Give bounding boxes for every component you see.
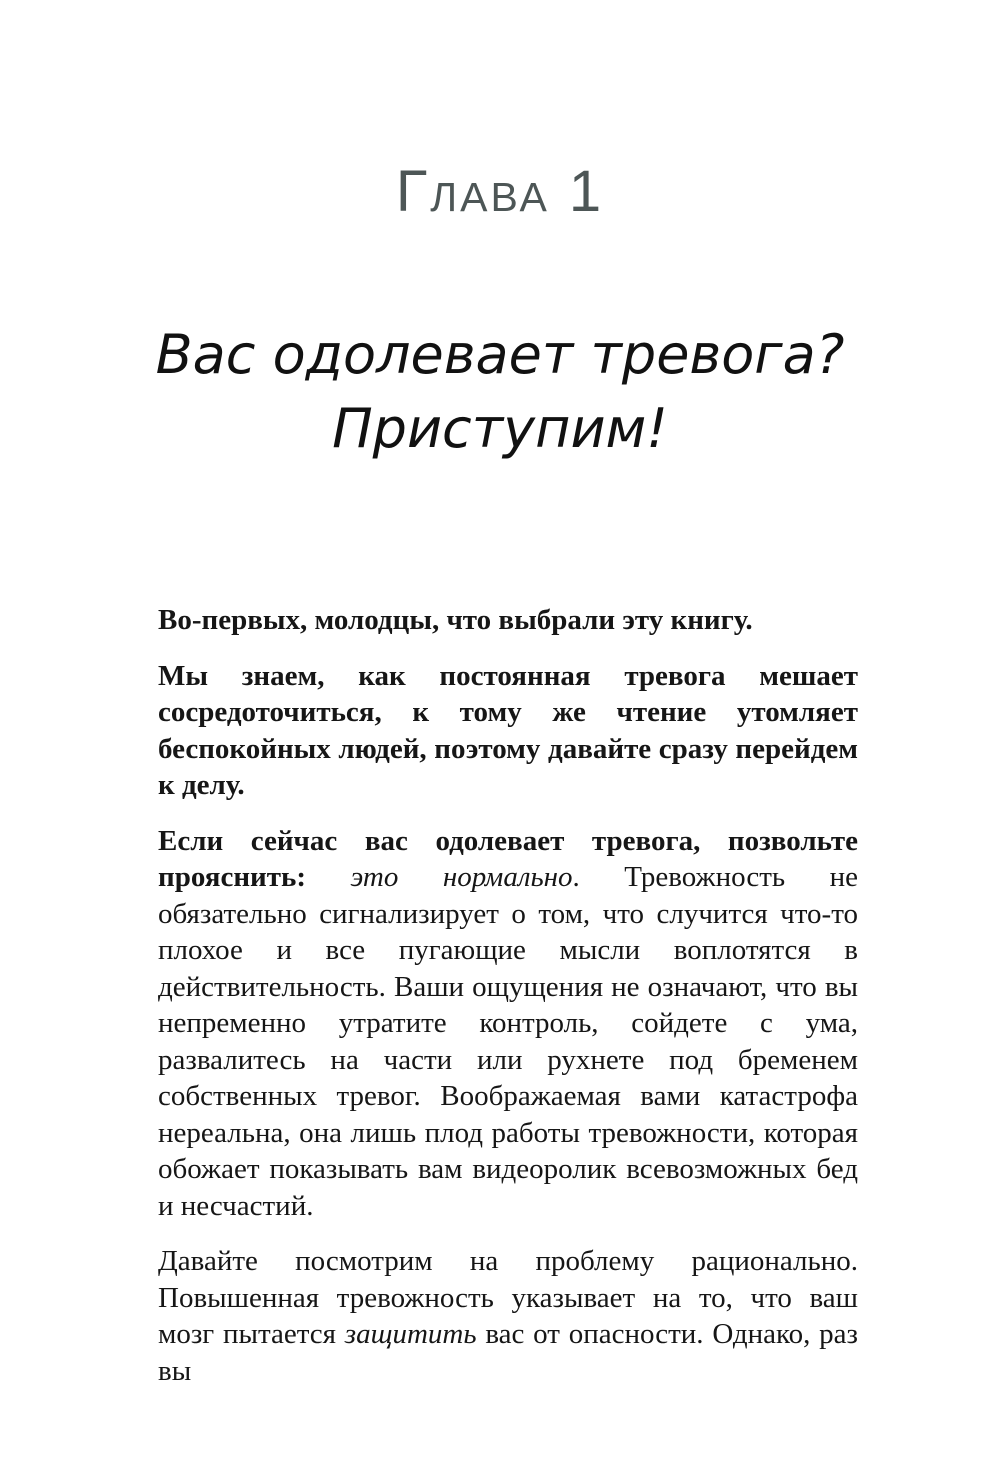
body-text <box>158 602 858 1408</box>
paragraph-4-end: вас от опасности. Однако, раз вы <box>158 1318 858 1387</box>
paragraph-3-lead: Если сейчас вас одолевает тревога, позвольте прояснить: <box>158 824 858 893</box>
paragraph-4-emphasis: защитить <box>344 1318 477 1350</box>
paragraph-3-emphasis: это нормально <box>350 861 573 893</box>
chapter-title-line-1: Вас одолевает тревога? <box>155 323 845 386</box>
paragraph-2: Мы знаем, как постоянная тревога мешает сосредоточиться, к тому же чтение утомляет беспокойных людей, поэтому давайте сразу перейдем к делу. <box>158 659 858 801</box>
paragraph-3-body: . Тревожность не обязательно сигнализирует о том, что случится что-то плохое и все пугающие мысли воплотятся в действительность. Ваши ощущения не означают, что вы непременно утратите контроль, сойдете с ума, развалитесь на части или рухнете под бременем собственных тревог. Воображаемая вами катастрофа нереальна, она лишь плод работы тревожности, которая обожает показывать вам видеоролик всевозможных бед и несчастий. <box>158 861 858 1222</box>
paragraph-3 <box>158 823 858 1225</box>
chapter-title-line-2: Приступим! <box>332 397 668 460</box>
chapter-title <box>100 318 900 466</box>
paragraph-4 <box>158 1243 858 1389</box>
chapter-label: Глава 1 <box>395 159 605 224</box>
paragraph-1: Во-первых, молодцы, что выбрали эту книгу. <box>158 604 753 636</box>
paragraph-4-start: Давайте посмотрим на проблему рационально. Повышенная тревожность указывает на то, что ваш мозг пытается <box>158 1245 858 1350</box>
